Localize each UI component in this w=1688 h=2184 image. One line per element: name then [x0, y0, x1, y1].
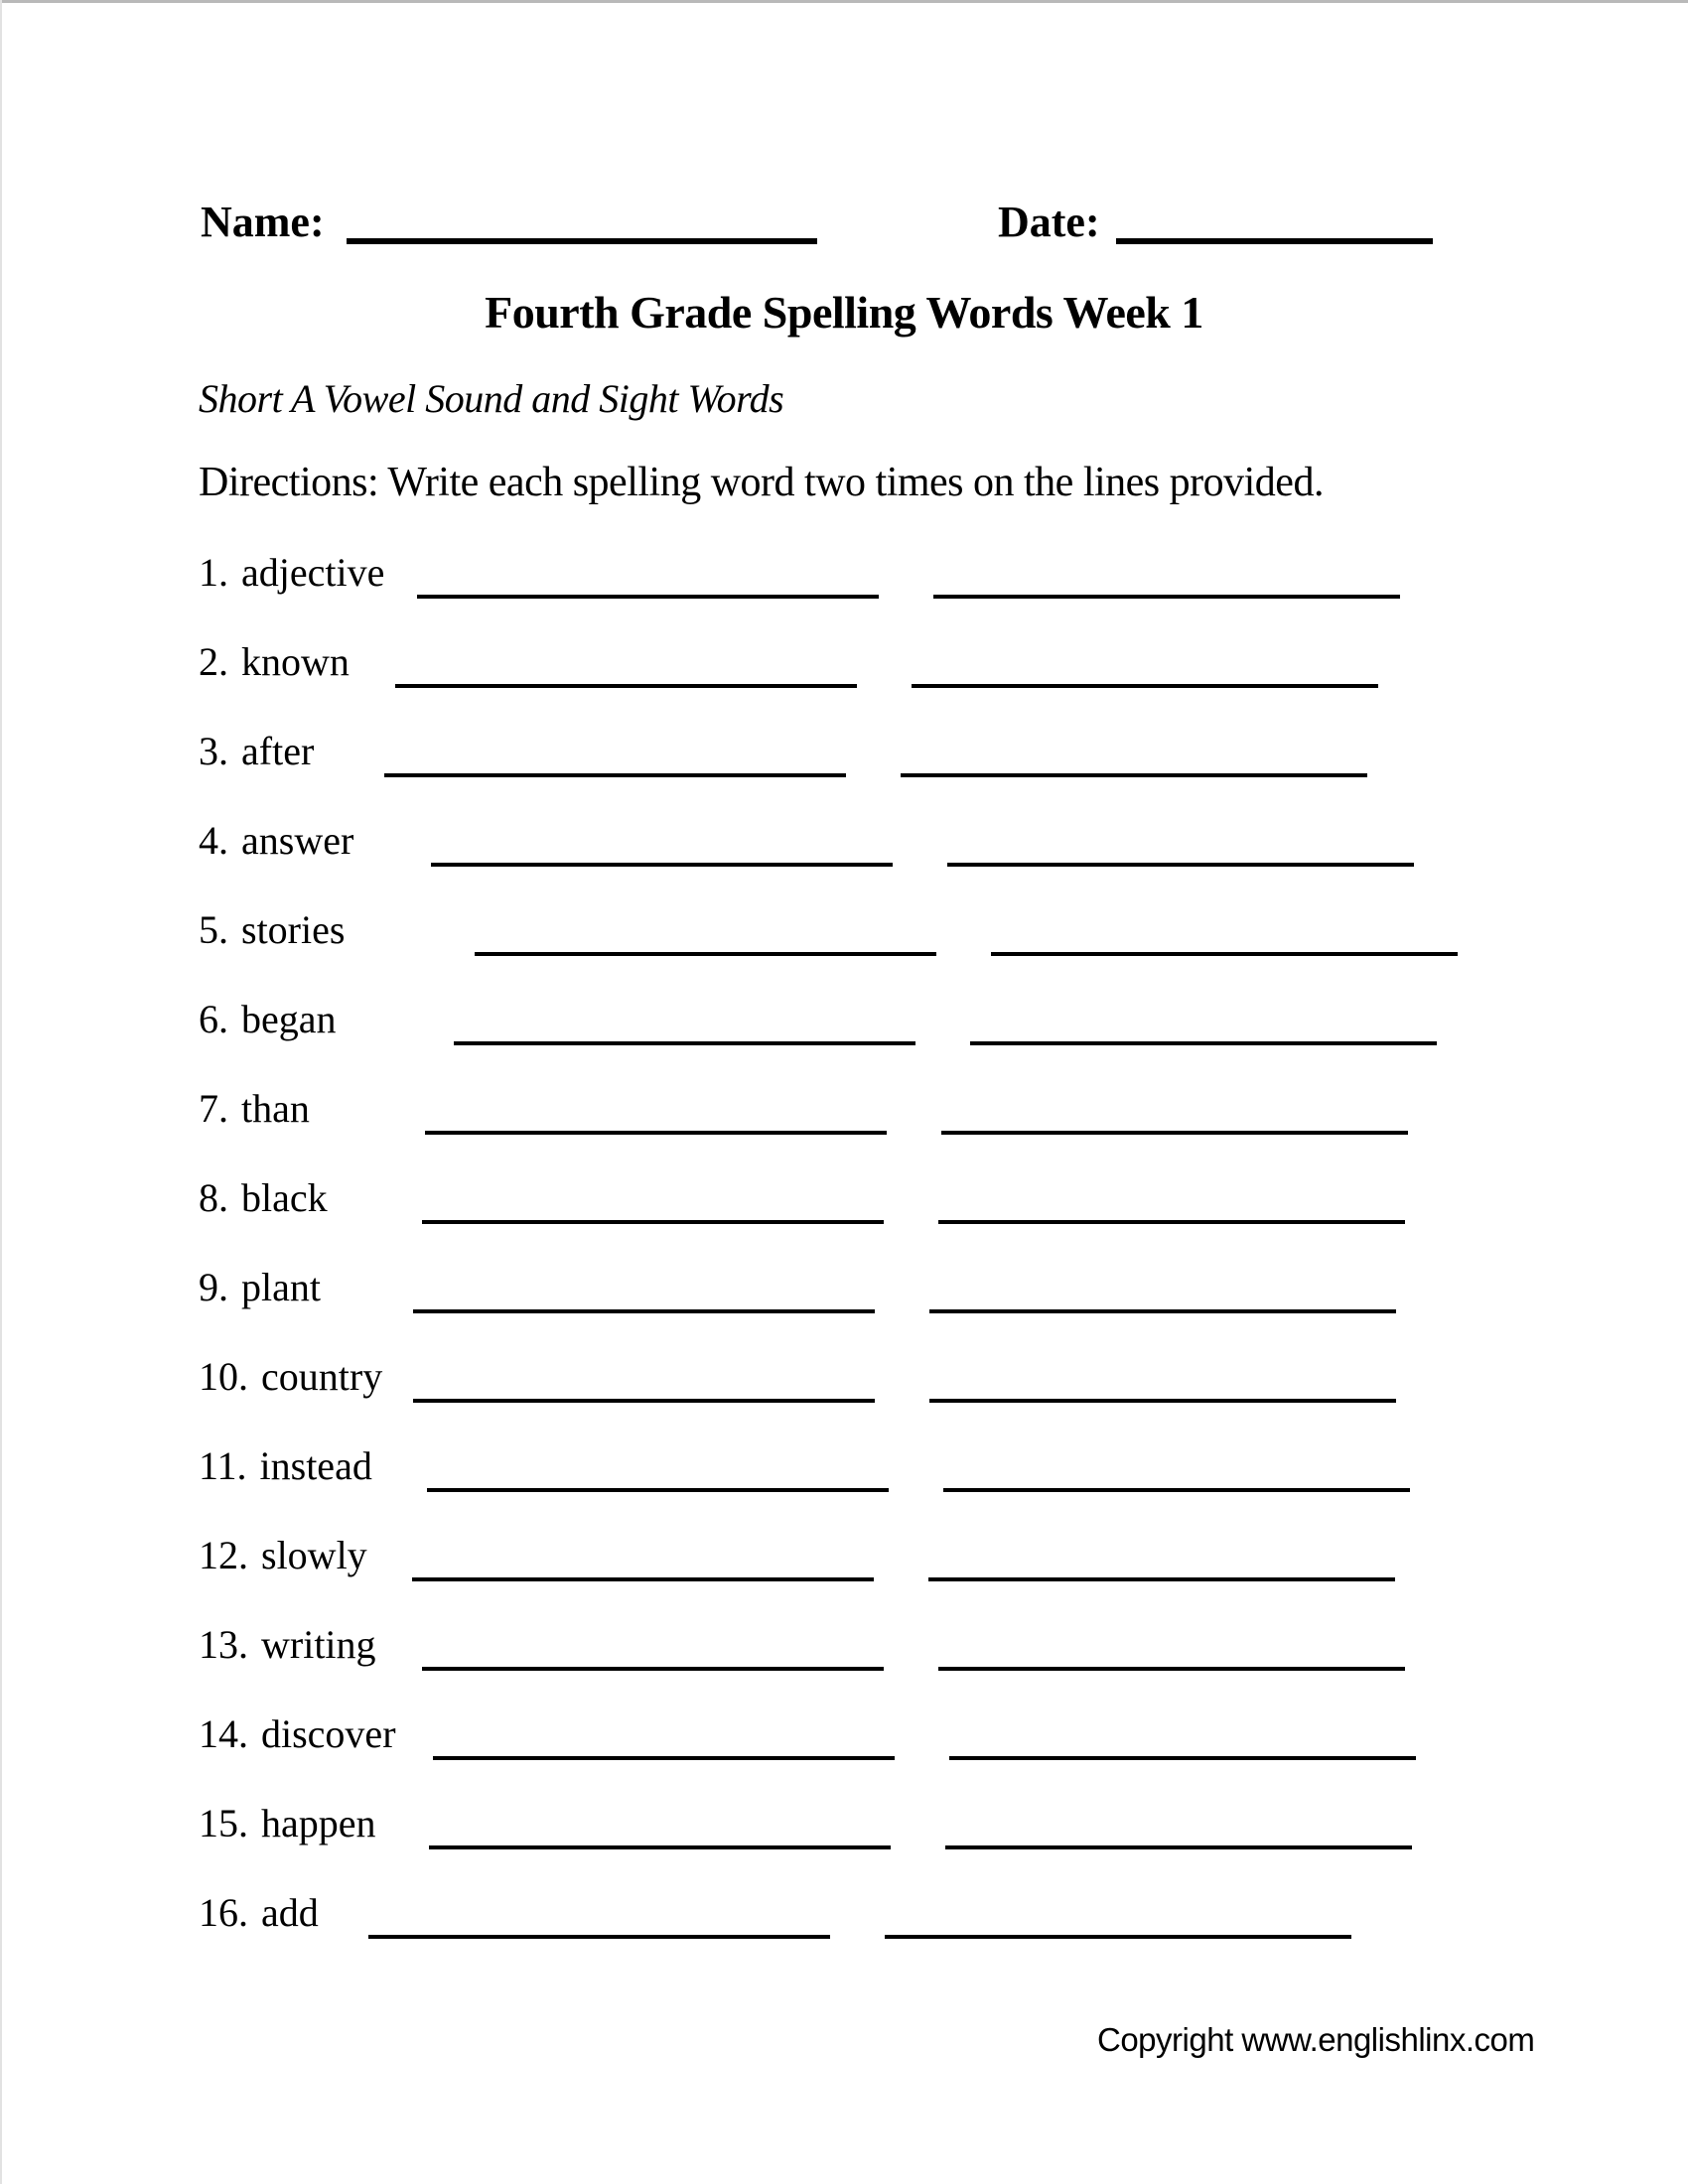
write-line-1[interactable]: [413, 1309, 875, 1313]
item-number: 3.: [199, 729, 228, 773]
spelling-word: plant: [241, 1265, 321, 1309]
spelling-word-row: [199, 816, 1688, 905]
spelling-word: instead: [259, 1443, 372, 1488]
write-line-1[interactable]: [433, 1756, 895, 1760]
write-line-1[interactable]: [429, 1845, 891, 1849]
item-number: 16.: [199, 1890, 248, 1935]
spelling-word: known: [241, 639, 350, 684]
date-write-line[interactable]: [1116, 238, 1433, 244]
write-line-2[interactable]: [949, 1756, 1416, 1760]
spelling-word-row: [199, 1263, 1688, 1352]
spelling-word-row: [199, 905, 1688, 995]
spelling-word-row: [199, 1531, 1688, 1620]
write-line-2[interactable]: [912, 684, 1378, 688]
spelling-word: answer: [241, 818, 354, 863]
spelling-word: stories: [241, 907, 346, 952]
spelling-word: after: [241, 729, 315, 773]
spelling-word: slowly: [261, 1533, 367, 1577]
item-number: 6.: [199, 997, 228, 1041]
item-number: 5.: [199, 907, 228, 952]
spelling-word-row: [199, 1888, 1688, 1978]
write-line-1[interactable]: [368, 1935, 830, 1939]
spelling-word-list: [199, 548, 1688, 1978]
write-line-1[interactable]: [422, 1220, 884, 1224]
page-title: Fourth Grade Spelling Words Week 1: [485, 287, 1203, 338]
write-line-1[interactable]: [395, 684, 857, 688]
write-line-1[interactable]: [384, 773, 846, 777]
item-number: 11.: [199, 1443, 247, 1488]
write-line-1[interactable]: [422, 1667, 884, 1671]
write-line-2[interactable]: [901, 773, 1367, 777]
item-number: 12.: [199, 1533, 248, 1577]
write-line-2[interactable]: [885, 1935, 1351, 1939]
item-number: 4.: [199, 818, 228, 863]
write-line-1[interactable]: [412, 1577, 874, 1581]
write-line-2[interactable]: [929, 1399, 1396, 1403]
spelling-word-row: [199, 637, 1688, 727]
spelling-word: than: [241, 1086, 310, 1131]
spelling-word: add: [261, 1890, 319, 1935]
write-line-2[interactable]: [943, 1488, 1410, 1492]
write-line-2[interactable]: [933, 595, 1400, 599]
spelling-word-row: [199, 1084, 1688, 1173]
write-line-2[interactable]: [928, 1577, 1395, 1581]
spelling-word-row: [199, 1709, 1688, 1799]
spelling-word-row: [199, 1799, 1688, 1888]
write-line-2[interactable]: [947, 863, 1414, 867]
write-line-2[interactable]: [970, 1041, 1437, 1045]
write-line-1[interactable]: [475, 952, 936, 956]
name-field: [201, 197, 817, 247]
item-number: 1.: [199, 550, 228, 595]
write-line-1[interactable]: [417, 595, 879, 599]
item-number: 10.: [199, 1354, 248, 1399]
spelling-word-row: [199, 1620, 1688, 1709]
spelling-word-row: [199, 1441, 1688, 1531]
spelling-word: adjective: [241, 550, 385, 595]
write-line-1[interactable]: [427, 1488, 889, 1492]
write-line-2[interactable]: [938, 1667, 1405, 1671]
write-line-2[interactable]: [938, 1220, 1405, 1224]
spelling-word: discover: [261, 1711, 396, 1756]
write-line-2[interactable]: [929, 1309, 1396, 1313]
item-number: 2.: [199, 639, 228, 684]
write-line-1[interactable]: [413, 1399, 875, 1403]
item-number: 13.: [199, 1622, 248, 1667]
spelling-word-row: [199, 548, 1688, 637]
spelling-word: country: [261, 1354, 383, 1399]
item-number: 14.: [199, 1711, 248, 1756]
spelling-word: happen: [261, 1801, 376, 1845]
item-number: 8.: [199, 1175, 228, 1220]
spelling-word: began: [241, 997, 337, 1041]
spelling-word-row: [199, 727, 1688, 816]
directions-text: Directions: Write each spelling word two times on the lines provided.: [199, 460, 1324, 505]
name-label: Name:: [201, 198, 325, 246]
spelling-word: black: [241, 1175, 328, 1220]
write-line-2[interactable]: [991, 952, 1458, 956]
item-number: 9.: [199, 1265, 228, 1309]
write-line-1[interactable]: [431, 863, 893, 867]
date-field: [998, 197, 1433, 247]
write-line-2[interactable]: [941, 1131, 1408, 1135]
spelling-word-row: [199, 995, 1688, 1084]
spelling-word-row: [199, 1173, 1688, 1263]
spelling-word-row: [199, 1352, 1688, 1441]
copyright: Copyright www.englishlinx.com: [1097, 2021, 1535, 2058]
item-number: 15.: [199, 1801, 248, 1845]
write-line-1[interactable]: [425, 1131, 887, 1135]
item-number: 7.: [199, 1086, 228, 1131]
name-write-line[interactable]: [347, 238, 817, 244]
spelling-word: writing: [261, 1622, 376, 1667]
write-line-1[interactable]: [454, 1041, 915, 1045]
write-line-2[interactable]: [945, 1845, 1412, 1849]
lesson-subtitle: Short A Vowel Sound and Sight Words: [199, 376, 784, 421]
date-label: Date:: [998, 198, 1100, 246]
